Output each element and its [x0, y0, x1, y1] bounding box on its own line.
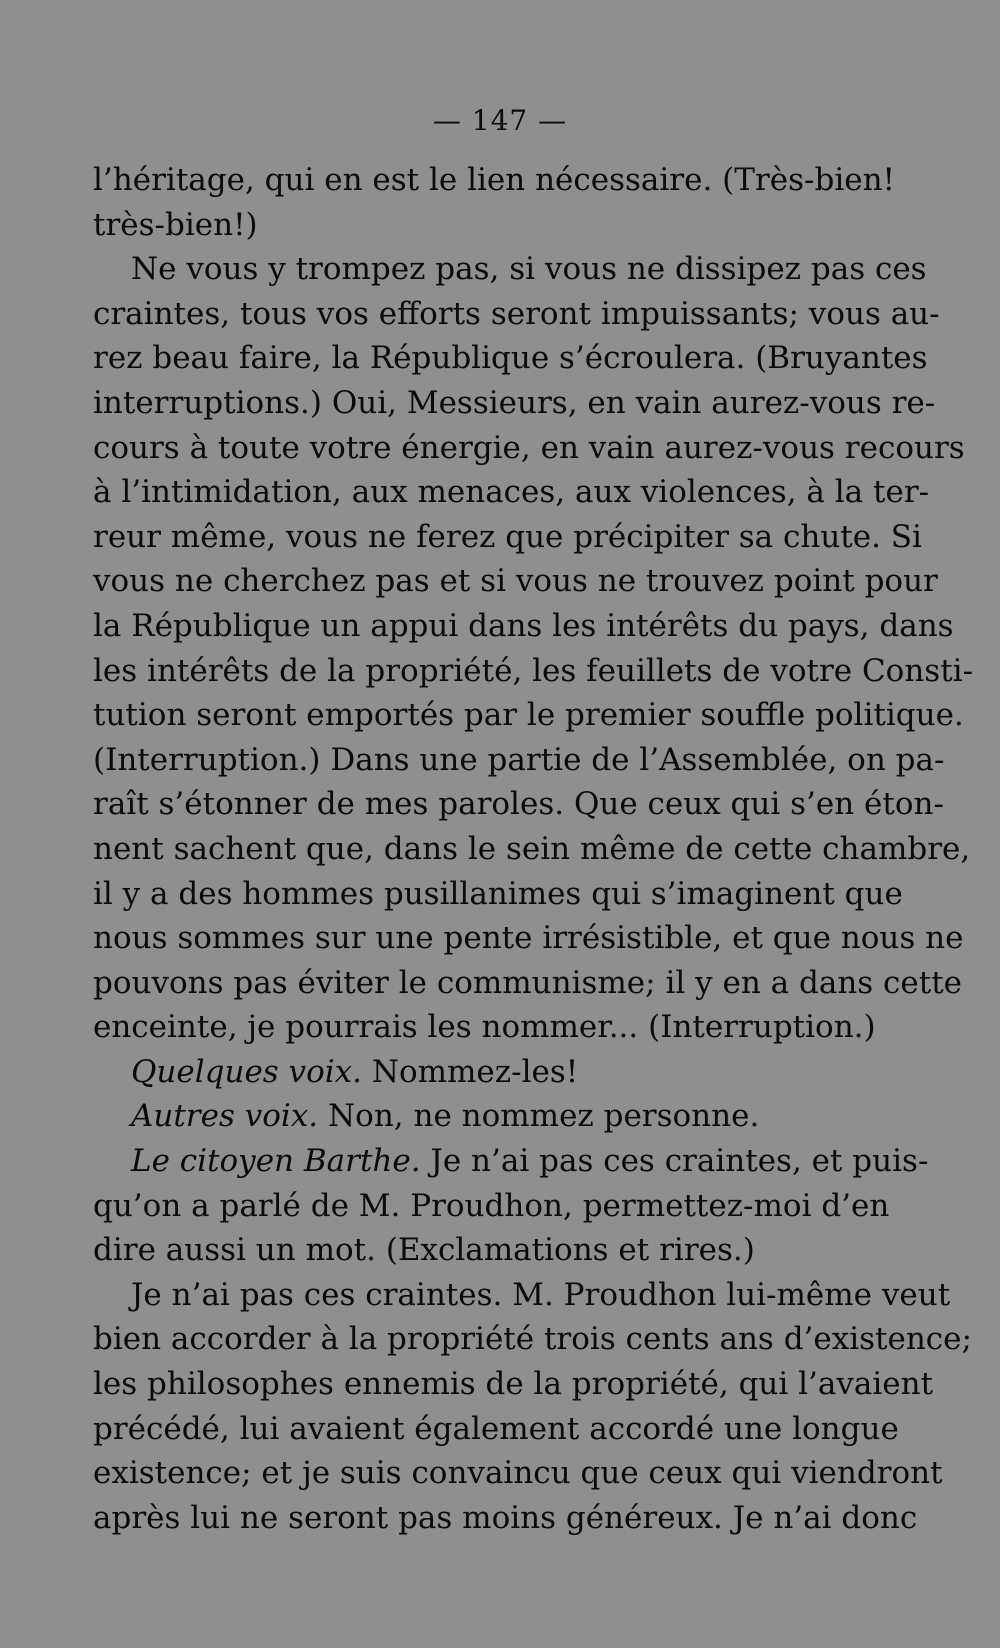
text-line: les philosophes ennemis de la propriété, qui l’avaient — [93, 1366, 934, 1403]
dialogue-line-2 — [93, 1094, 873, 1139]
text-line: qu’on a parlé de M. Proudhon, permettez-moi d’en — [93, 1187, 890, 1224]
text-line: craintes, tous vos efforts seront impuissants; vous au- — [93, 295, 940, 332]
text-line: bien accorder à la propriété trois cents ans d’existence; — [93, 1321, 972, 1358]
text-line: Ne vous y trompez pas, si vous ne dissipez pas ces — [131, 251, 927, 288]
text-line: pouvons pas éviter le communisme; il y en a dans cette — [93, 964, 963, 1001]
paragraph-group-2 — [93, 1184, 972, 1541]
text-line: (Interruption.) Dans une partie de l’Assemblée, on pa- — [93, 741, 945, 778]
dialogue-text: Non, ne nommez personne. — [318, 1098, 760, 1135]
text-line: dire aussi un mot. (Exclamations et rires.) — [93, 1232, 755, 1269]
body-text — [93, 158, 974, 1540]
text-line: les intérêts de la propriété, les feuillets de votre Consti- — [93, 652, 974, 689]
text-line: Je n’ai pas ces craintes. M. Proudhon lui-même veut — [131, 1276, 951, 1313]
dialogue-text: Nommez-les! — [362, 1053, 579, 1090]
text-line: interruptions.) Oui, Messieurs, en vain aurez-vous re- — [93, 384, 936, 421]
text-line: très-bien!) — [93, 206, 258, 243]
speaker-label: Autres voix. — [131, 1098, 319, 1135]
text-line: reur même, vous ne ferez que précipiter sa chute. Si — [93, 518, 922, 555]
text-line: la République un appui dans les intérêts du pays, dans — [93, 607, 954, 644]
page-number: — 147 — — [432, 104, 568, 137]
text-line: il y a des hommes pusillanimes qui s’imaginent que — [93, 875, 903, 912]
text-line: vous ne cherchez pas et si vous ne trouvez point pour — [93, 563, 938, 600]
text-line: existence; et je suis convaincu que ceux qui viendront — [93, 1455, 943, 1492]
speaker-label: Quelques voix. — [131, 1053, 362, 1090]
text-line: nent sachent que, dans le sein même de cette chambre, — [93, 830, 971, 867]
dialogue-line-3 — [93, 1139, 929, 1184]
text-line: raît s’étonner de mes paroles. Que ceux qui s’en éton- — [93, 786, 944, 823]
text-line: enceinte, je pourrais les nommer... (Interruption.) — [93, 1009, 876, 1046]
text-line: tution seront emportés par le premier souffle politique. — [93, 697, 964, 734]
text-line: après lui ne seront pas moins généreux. Je n’ai donc — [93, 1499, 918, 1536]
text-line: nous sommes sur une pente irrésistible, et que nous ne — [93, 920, 964, 957]
text-line: l’héritage, qui en est le lien nécessaire. (Très-bien! — [93, 162, 896, 198]
speaker-label: Le citoyen Barthe. — [131, 1143, 421, 1180]
text-line: à l’intimidation, aux menaces, aux violences, à la ter- — [93, 474, 930, 511]
dialogue-text: Je n’ai pas ces craintes, et puis- — [420, 1143, 929, 1180]
text-line: rez beau faire, la République s’écroulera. (Bruyantes — [93, 340, 928, 377]
paragraph-group-1 — [93, 158, 974, 1050]
text-line: cours à toute votre énergie, en vain aurez-vous recours — [93, 429, 965, 466]
dialogue-line-1 — [93, 1050, 873, 1095]
text-line: précédé, lui avaient également accordé une longue — [93, 1410, 899, 1447]
